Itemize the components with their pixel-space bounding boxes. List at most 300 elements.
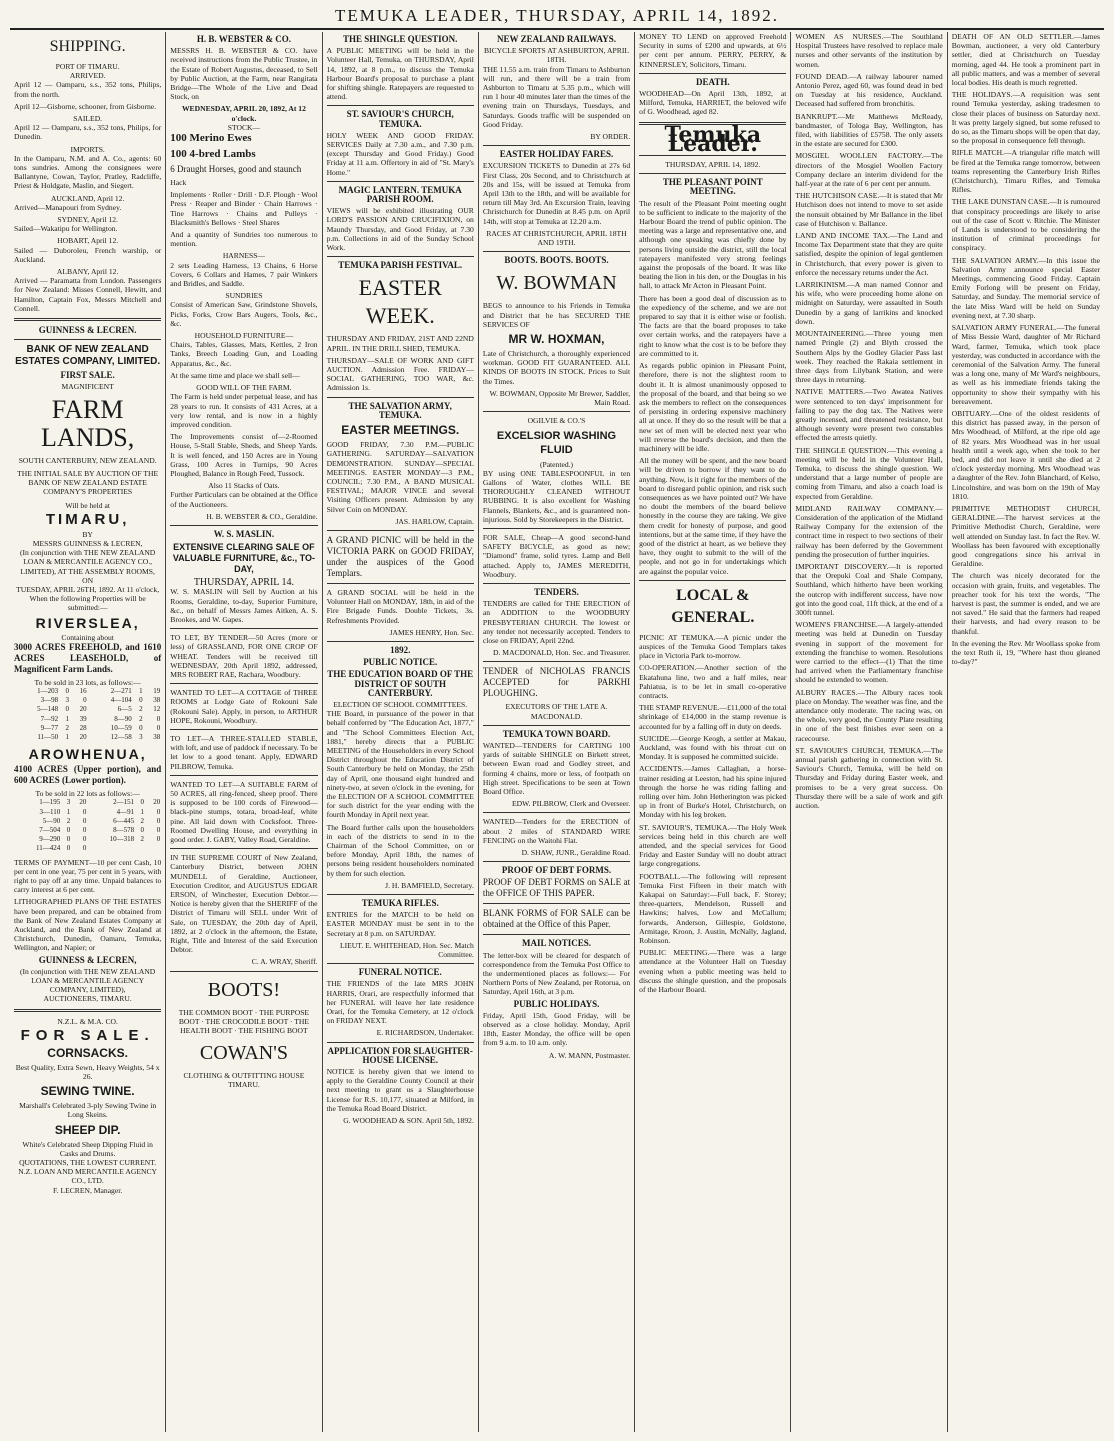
oats-note: Also 11 Stacks of Oats. xyxy=(208,481,280,491)
notice-text: HOLY WEEK AND GOOD FRIDAY. SERVICES Daily at 7.30 a.m., and 7.30 p.m. (except Thursday and Good Friday.) Good Friday at 11 a.m. Offertory in aid of "St. Mary's Home." xyxy=(326,130,474,177)
dip-heading: SHEEP DIP. xyxy=(54,1122,121,1137)
lot-cell: 2 xyxy=(140,816,145,825)
paper-date: THURSDAY, APRIL 14, 1892. xyxy=(665,160,761,170)
news-item: WOMEN'S FRANCHISE.—A largely-attended meeting was held at Dunedin on Tuesday evening in support of the movement for extending the franchise to women. Resolutions were carried to the effect—(1) That the time had arrived when the Parliamentary franchise should be extended to women. xyxy=(795,620,943,685)
lot-cell: 38 xyxy=(153,696,161,705)
lot-row xyxy=(14,798,161,807)
notice-text: WANTED—TENDERS for CARTING 100 yards of suitable SHINGLE on Birkett street, between Ewan road and Godley street, and forming 4 chains, more or less, of footpath on High street. Specifications to be seen at Town Board Office. xyxy=(482,740,631,796)
column-7 xyxy=(948,32,1104,1432)
lot-cell: 1 xyxy=(65,732,69,741)
lot-cell: 0 xyxy=(139,723,143,732)
sale-intro: THE INITIAL SALE BY AUCTION OF THE BANK OF NEW ZEALAND ESTATE COMPANY'S PROPERTIES xyxy=(17,468,159,497)
for-sale-ad: FOR SALE, Cheap—A good second-hand SAFETY BICYCLE, as good as new; "Diamond" frame, solid tyres. Lamp and Bell attached. Apply to, JAMES MEREDITH, Woodbury. xyxy=(482,532,631,579)
divider xyxy=(483,528,630,529)
dateline: SYDNEY, April 12. xyxy=(57,215,118,225)
sundries-note: And a quantity of Sundries too numerous to mention. xyxy=(170,230,318,249)
notice-text: BY using ONE TABLESPOONFUL in ten Gallons of Water, clothes WILL BE THOROUGHLY CLEANED WITHOUT RUBBING. It is also excellent for Washing Flannels, Blankets, &c., and is guaranteed non-injurious. Sold by Storekeepers in the District. xyxy=(482,468,631,524)
masthead-rule xyxy=(10,28,1104,30)
news-item: SUICIDE.—George Keogh, a settler at Makau, Auckland, was found with his throat cut on Monday. It is supposed he committed suicide. xyxy=(639,733,787,762)
shipping-item: Sailed — Duboroleu, French warship, or Auckland. xyxy=(14,245,162,264)
bowman-heading: W. BOWMAN xyxy=(496,272,617,295)
lot-cell: 0 xyxy=(66,825,71,834)
tolet-ad: TO LET, BY TENDER—50 Acres (more or less) of GRASSLAND, FOR ONE CROP OF WHEAT. Tenders will be received till WEDNESDAY, 20th April 1892, addressed, MRS ROBERT RAE, Rachara, Woodbury. xyxy=(170,633,318,679)
news-item: ST. SAVIOUR'S CHURCH, TEMUKA.—The annual parish gathering in connection with St. Saviour's Church, Temuka, will be held on Thursday and Friday during Easter week, and promises to be a very great success. On Thursday there will be a sale of work and gift auction. xyxy=(795,745,943,811)
lot-cell: 0 xyxy=(139,696,143,705)
sailed-label: SAILED. xyxy=(73,114,103,124)
lot-cell: 0 xyxy=(156,835,161,844)
lot-cell: 7—92 xyxy=(40,714,59,723)
lot-cell: 1 xyxy=(139,686,143,695)
signature: H. B. WEBSTER & CO., Geraldine. xyxy=(206,511,318,521)
lot-cell: 19 xyxy=(153,686,161,695)
lot-cell: 0 xyxy=(83,696,87,705)
sailed-item: April 12 — Oamparu, s.s., 352 tons, Philips, for Dunedin. xyxy=(14,123,162,142)
news-item: OBITUARY.—One of the oldest residents of this district has passed away, in the person of Mrs Woodhead, of Milford, at the ripe old age of 82 years. Mrs Woodhead was in her usual health until a week ago, when she took to her bed, and did not leave it until she died at 2 o'clock yesterday morning. Mrs Woodhead was a daughter of the Rev. John Blanchard, of Kelso, Lincolnshire, and was born on the 19th of May 1810. xyxy=(951,408,1100,501)
lot-cell: 8—90 xyxy=(114,714,132,723)
notice-text: TENDERS are called for THE ERECTION of an ADDITION to the WOODBURY PRESBYTERIAN CHURCH. The lowest or any tender not necessarily accepted. Tenders to close on FRIDAY, April 22nd. xyxy=(482,599,631,645)
divider xyxy=(483,725,630,726)
lot-cell: 0 xyxy=(65,705,69,714)
notice-text: THURSDAY—SALE OF WORK AND GIFT AUCTION. Admission Free. FRIDAY—SOCIAL GATHERING, TOO WAR, &c. Admission 1s. xyxy=(326,355,474,393)
sundries-list: Consist of American Saw, Grindstone Shovels, Picks, Forks, Crow Bars Augers, Tools, &c., &c. xyxy=(170,300,318,328)
notice-heading: ST. SAVIOUR'S CHURCH, TEMUKA. xyxy=(346,109,454,129)
news-item: MIDLAND RAILWAY COMPANY.—Consideration of the application of the Midland Railway Company for the extension of the contract time in respect to two sections of their railway has been deferred by the Government pending the prosecution of further inquiries. xyxy=(795,503,943,559)
arrival-item: April 12—Gisborne, schooner, from Gisborne. xyxy=(14,101,157,111)
washing-fluid-heading: EXCELSIOR WASHING FLUID xyxy=(496,429,617,456)
lot-cell: 2—271 xyxy=(110,686,132,695)
notice-heading: EASTER HOLIDAY FARES. xyxy=(499,149,614,160)
lot-row xyxy=(14,733,161,742)
lot-row xyxy=(14,817,161,826)
lot-cell: 3 xyxy=(65,696,69,705)
hoxman-name: MR W. HOXMAN, xyxy=(508,332,605,347)
divider xyxy=(327,1042,474,1043)
divider xyxy=(483,861,630,862)
leader-paragraph: As regards public opinion in Pleasant Point, therefore, there is not the slightest room to doubt it. It is almost unanimously opposed to the proposal of the board, and that being so we ask the members to reflect on the consequences of persisting in ordering expensive machinery all at once. If they do so the result will be that a new set of men will be elected next year who will reverse the board's decision, and then the machinery will be idle. xyxy=(639,361,787,453)
lot-row xyxy=(14,844,161,853)
stock-item: 6 Draught Horses, good and staunch xyxy=(170,164,302,175)
notice-text: The letter-box will be cleared for despatch of correspondence from the Temuka Post Office to the undermentioned places as follows:— For Northern Ports of New Zealand, per Rotorua, on Saturday, April 16th, at 3 p.m. xyxy=(482,950,631,997)
news-item: PUBLIC MEETING.—There was a large attendance at the Volunteer Hall on Tuesday evening when a public meeting was held to discuss the shingle question, and the proposals of the Harbour Board. xyxy=(639,948,787,995)
notice-text: The Board further calls upon the householders in each of the districts to send in to the Chairman of the School Committee, on or before Monday, April 18th, the names of persons being resident householders nominated by them for such election. xyxy=(326,822,474,878)
lot-row xyxy=(14,705,161,714)
social-notice: A GRAND SOCIAL will be held in the Volunteer Hall on MONDAY, 18th, in aid of the Fire Brigade Funds. Double Tickets, 3s. Refreshments Provided. xyxy=(326,587,474,625)
divider xyxy=(14,1009,161,1012)
auctioneers-label: AUCTIONEERS, TIMARU. xyxy=(43,994,132,1004)
money-ad: MONEY TO LEND on approved Freehold Security in sums of £200 and upwards, at 6½ per cent per annum. PERRY, PERRY, & KINNERSLEY, Solicitors, Timaru. xyxy=(639,32,787,69)
conjunction-note: (In conjunction with THE NEW ZEALAND LOAN & MERCANTILE AGENCY CO., LIMITED), AT THE ASSEMBLY ROOMS, ON xyxy=(19,548,156,585)
divider xyxy=(483,661,630,662)
auction-date: WEDNESDAY, APRIL 20, 1892, At 12 o'clock. xyxy=(181,104,306,123)
divider xyxy=(327,894,474,895)
goodwill-label: GOOD WILL OF THE FARM. xyxy=(196,383,292,393)
advertiser-name: W. S. MASLIN. xyxy=(213,528,275,539)
column-1 xyxy=(10,32,166,1432)
location-label: SOUTH CANTERBURY, NEW ZEALAND. xyxy=(18,455,157,465)
lot-row xyxy=(14,835,161,844)
leader-paragraph: All the money will be spent, and the new board will be driven to borrow if they want to do anything. Now, is it right for the members of the board to disregard public opinion, and risk such consequences as we have pointed out? We have no doubt the members of the board believe honestly in the course they are taking. We give them credit for honesty of purpose, and good intentions, but at the same time, if they have the good of the district at heart, as we believe they have, they ought to submit to the will of the people, and not go in for undertakings which are against the popular voice. xyxy=(639,456,787,576)
news-item: RIFLE MATCH.—A triangular rifle match will be fired at the Temuka range tomorrow, between teams representing the Canterbury Irish Rifles (Christchurch), Timaru Rifles, and Temuka Rifles. xyxy=(951,148,1100,195)
news-item: NATIVE MATTERS.—Two Awatea Natives were sentenced to ten days' imprisonment for failing to pay the dog tax. The Natives were greatly incensed, and threatened resistance, but although seventy were present two constables effected the arrests quietly. xyxy=(795,387,943,443)
lot-cell: 1 xyxy=(65,714,69,723)
lot-cell: 3 xyxy=(139,732,143,741)
news-item: LARRIKINISM.—A man named Connor and his wife, who were proceeding home alone on midnight on Saturday, were assaulted in South Dunedin by a gang of larrikins and knocked down. xyxy=(795,280,943,326)
lots-note: To be sold in 22 lots as follows:— xyxy=(35,789,140,799)
notice-text: VIEWS will be exhibited illustrating OUR LORD'S PASSION AND CRUCIFIXION, on Maundy Thursday, and Good Friday, at 7.30 p.m. Collections in aid of the Sunday School Work. xyxy=(326,206,474,253)
divider xyxy=(327,397,474,398)
signature: G. WOODHEAD & SON. April 5th, 1892. xyxy=(343,1116,474,1126)
signature: D. SHAW, JUNR., Geraldine Road. xyxy=(521,848,631,857)
magnificent-label: MAGNIFICENT xyxy=(61,382,114,392)
lot-cell: 4—91 xyxy=(116,807,135,816)
signature: EDW. PILBROW, Clerk and Overseer. xyxy=(511,799,631,809)
leader-paragraph: The result of the Pleasant Point meeting ought to be sufficient to indicate to the majority of the Harbour Board the trend of public opinion. The meeting was a large and representative one, and although one speaking was chiefly done by persons living outside the district, still the local ratepayers manifested very strong feelings against the proposals of the board. It was like beating the lion in his den, or the Douglas in his hall, to attack Mr Acton in Pleasant Point. xyxy=(639,198,787,291)
same-time-note: At the same time and place we shall sell— xyxy=(170,370,300,380)
lot-cell: 20 xyxy=(79,798,87,807)
signature: E. RICHARDSON, Undertaker. xyxy=(376,1028,474,1038)
lot-cell: 7—504 xyxy=(39,825,61,834)
ogilvie-label: OGILVIE & CO.'S xyxy=(527,416,586,426)
lot-cell: 39 xyxy=(79,714,87,723)
notice-heading: TENDERS. xyxy=(534,586,579,597)
news-item: The church was nicely decorated for the occasion with grain, fruits, and vegetables. The preacher took for his text the words, "The harvest is past, the summer is ended, and we are not saved." He said that the farmers had reaped their harvests, and had every reason to be thankful. xyxy=(951,571,1100,636)
notice-text: THE FRIENDS of the late MRS JOHN HARRIS, Orari, are respectfully informed that her FUNERAL will leave her late residence Orari, for the Temuka Cemetery, at 12 o'clock on FRIDAY NEXT. xyxy=(326,979,474,1026)
lot-cell: 20 xyxy=(153,798,161,807)
notice-text: EXCURSION TICKETS to Dunedin at 27s 6d First Class, 20s Second, and to Christchurch at 20s and 15s, will be issued at Temuka from April 13th to the 18th, and will be available for return till May 3rd. An Excursion Train, leaving Christchurch for Dunedin at 8.45 p.m. on April 14th, will stop at Temuka at 12.20 a.m. xyxy=(482,161,631,226)
notice-heading: MAIL NOTICES. xyxy=(521,938,591,949)
boots-heading: BOOTS! xyxy=(207,978,281,1001)
divider xyxy=(483,812,630,813)
containing-label: Containing about xyxy=(61,632,114,642)
maslin-ad: W. S. MASLIN will Sell by Auction at his Rooms, Geraldine, to-day, Superior Furniture, &c., on behalf of Messrs James Aitken, A. S. Brookes, and W. Gapes. xyxy=(170,587,318,624)
signature: JAMES HENRY, Hon. Sec. xyxy=(389,627,474,637)
news-item: THE SHINGLE QUESTION.—This evening a meeting will be held in the Volunteer Hall, Temuka, to discuss the shingle question. We understand that a large number of people are coming from Timaru, and also a coach load is expected from Geraldine. xyxy=(795,445,943,501)
notice-heading: THE EDUCATION BOARD OF THE DISTRICT OF SOUTH CANTERBURY. xyxy=(327,669,474,698)
divider xyxy=(483,251,630,252)
news-item: FOOTBALL.—The following will represent Temuka First Fifteen in their match with Kakapai on Saturday:—Full back, F. Storey; three-quarters, Mendelson, Russell and Hawkins; halves, Low and McCallum; forwards, Anderson, Gillespie, Goldstone, Armitage, Kroon, J. Austin, McNally, Jagland, Robinson. xyxy=(639,871,787,946)
lot-cell: 9—290 xyxy=(39,835,61,844)
lot-cell: 20 xyxy=(79,705,87,714)
news-item: PRIMITIVE METHODIST CHURCH, GERALDINE.—The harvest services at the Primitive Methodist Church, Geraldine, were well attended on Sunday last. In fact the Rev. W. Woollass has been favoured with exceptionally good congregations since his arrival in Geraldine. xyxy=(951,503,1100,569)
cowan-detail: CLOTHING & OUTFITTING HOUSE TIMARU. xyxy=(183,1071,305,1090)
death-heading: DEATH. xyxy=(695,76,730,87)
notice-heading: PROOF OF DEBT FORMS. xyxy=(501,865,612,876)
lot-cell: 0 xyxy=(82,835,87,844)
divider xyxy=(639,73,786,74)
divider xyxy=(170,525,317,526)
signature: D. MACDONALD, Hon. Sec. and Treasurer. xyxy=(493,648,631,658)
dateline: AUCKLAND, April 12. xyxy=(50,193,125,203)
notice-text: BEGS to announce to his Friends in Temuka and District that he has SECURED THE SERVICES OF xyxy=(482,301,631,329)
sundries-label: SUNDRIES xyxy=(225,291,263,301)
column-4 xyxy=(479,32,635,1432)
lot-cell: 8—578 xyxy=(113,825,135,834)
leader-paragraph: There has been a good deal of discussion as to the expediency of the scheme, and we are not prepared to say that it is either wise or foolish. The facts are that the board proposes to take over certain works, and the ratepayers have a right to know what the cost is to be before they are committed to it. xyxy=(639,293,787,358)
lot-cell: 3—98 xyxy=(40,696,59,705)
notice-text: A PUBLIC MEETING will be held in the Volunteer Hall, Temuka, on THURSDAY, April 14, 1892, at 8 p.m., to discuss the Temuka Harbour Board's proposal to purchase a plant for shifting shingle. Ratepayers are requested to attend. xyxy=(326,46,474,102)
signature: JAS. HARLOW, Captain. xyxy=(395,516,474,526)
goodwill-text: The Farm is held under perpetual lease, and has 28 years to run. It consists of 431 Acres, at a very low rental, and is now in a highly improved condition. xyxy=(170,392,318,429)
notice-subheading: RACES AT CHRISTCHURCH, APRIL 18TH AND 19TH. xyxy=(486,228,627,248)
patented-label: (Patented.) xyxy=(539,459,574,469)
properties-note: When the following Properties will be submitted:— xyxy=(29,594,146,613)
auction-intro: MESSRS H. B. WEBSTER & CO. have received instructions from the Public Trustee, in the Estate of Robert Augustus, deceased, to Sell by Public Auction, at the Farm, near Rangitata Bridge—The Whole of the Live and Dead Stock, on xyxy=(170,46,318,102)
cowan-heading: COWAN'S xyxy=(199,1042,288,1065)
lot-cell: 0 xyxy=(140,798,145,807)
lot-cell: 2 xyxy=(66,816,71,825)
year-heading: 1892. xyxy=(390,644,411,655)
lot-cell: 0 xyxy=(65,686,69,695)
lot-cell: 1—195 xyxy=(39,798,61,807)
news-item: THE LAKE DUNSTAN CASE.—It is rumoured that conspiracy proceedings are likely to arise out of the case of Scott v. Ritchie. The Minister of Lands is understood to be considering the institution of criminal proceedings for conspiracy. xyxy=(951,197,1101,253)
lot-cell: 2 xyxy=(139,714,143,723)
news-item: BANKRUPT.—Mr Matthews McReady, bandmaster, of Tologa Bay, Wellington, has filed, with liabilities of £5758. The only assets in the estate are secured for £300. xyxy=(795,111,943,149)
notice-heading: TEMUKA TOWN BOARD. xyxy=(502,728,611,739)
notice-text: GOOD FRIDAY, 7.30 P.M.—PUBLIC GATHERING. SATURDAY—SALVATION DEMONSTRATION. SUNDAY—SPECIAL MEETINGS. EASTER MONDAY—3 P.M., COUNCIL; 7.30 P.M., A BAND MUSICAL FESTIVAL; MAJOR VINCE and several Visiting Officers present. Admission by any Silver Coin on MONDAY. xyxy=(326,440,474,514)
lot-row xyxy=(14,808,161,817)
twine-detail: Marshall's Celebrated 3-ply Sewing Twine in Long Skeins. xyxy=(19,1101,157,1120)
divider xyxy=(483,411,630,412)
news-item: ST. SAVIOUR'S, TEMUKA.—The Holy Week services being held in this church are well attended, and the special services for Good Friday and Easter Sunday will no doubt attract large congregations. xyxy=(639,822,787,869)
notice-heading: THE SHINGLE QUESTION. xyxy=(343,34,458,44)
news-item: MOUNTAINEERING.—Three young men named Pringle (2) and Blyth crossed the Southern Alps by the Godley Glacier Pass last week. They reached the Rakaia settlement in three days from Lilybank Station, and were three days in returning. xyxy=(795,329,943,385)
paper-title: Temuka Leader. xyxy=(664,121,762,157)
lot-cell: 0 xyxy=(66,835,71,844)
divider xyxy=(327,256,474,257)
dip-detail: White's Celebrated Sheep Dipping Fluid in Casks and Drums. xyxy=(22,1139,153,1158)
cornsacks-detail: Best Quality, Extra Sewn, Heavy Weights, 54 x 26. xyxy=(15,1062,160,1082)
sale-date: TUESDAY, APRIL 26TH, 1892. At 11 o'clock, xyxy=(16,584,160,594)
column-6 xyxy=(791,32,947,1432)
notice-heading: PUBLIC NOTICE. xyxy=(363,657,438,668)
lot-cell: 38 xyxy=(153,732,161,741)
notice-text: THE 11.55 a.m. train from Timaru to Ashburton will run, and there will be a train from Ashburton to Timaru at 5.35 p.m., which will run 1 hour 40 minutes later than the times of the evening train on Thursdays, Tuesdays, and Saturdays. Goods traffic will be suspended on Good Friday. xyxy=(482,64,631,129)
imports-label: IMPORTS. xyxy=(70,144,105,154)
lot-cell: 16 xyxy=(79,686,87,695)
lot-cell: 1—203 xyxy=(37,686,59,695)
lot-cell: 2 xyxy=(139,705,143,714)
notice-subheading: EXECUTORS OF THE LATE A. MACDONALD. xyxy=(505,702,608,721)
leader-title: THE PLEASANT POINT MEETING. xyxy=(662,177,763,197)
notice-text: THE Board, in pursuance of the power in that behalf conferred by "The Education Act, 1877," and "The School Committees Election Act, 1881," hereby directs that a PUBLIC MEETING of the Householders in every School District throughout the Education District of South Canterbury be held on Monday, the 25th day of April, one thousand eight hundred and ninety-two, at seven o'clock in the evening, for the ELECTION OF A SCHOOL COMMITTEE for such district for the year ending with the fourth Monday in April next year. xyxy=(326,709,474,820)
twine-heading: SEWING TWINE. xyxy=(40,1084,135,1099)
harness-list: 2 sets Leading Harness, 13 Chains, 6 Horse Covers, 6 Collars and Hames, 7 pair Winkers and Bridles, and Saddle. xyxy=(170,260,318,289)
notice-subheading: ELECTION OF SCHOOL COMMITTEES. xyxy=(333,699,468,709)
stock-item: Hack xyxy=(170,178,187,188)
nzl-company: N.Z. LOAN AND MERCANTILE AGENCY CO., LTD. xyxy=(18,1167,158,1186)
shipping-item: Arrived—Manapouri from Sydney. xyxy=(14,202,122,212)
port-heading: PORT OF TIMARU. xyxy=(55,62,120,71)
lot-cell: 5—90 xyxy=(42,816,61,825)
shipping-item: Arrived — Paramatta from London. Passengers for New Zealand: Misses Connell, Hewitt, and Hamilton, Captain Fox, Messrs Mitchell and Connell. xyxy=(14,276,162,313)
divider xyxy=(170,848,317,849)
lots-table-arowhenua xyxy=(14,798,161,853)
news-item: WOMEN AS NURSES.—The Southland Hospital Trustees have resolved to replace male nurses and other servants of the institution by women. xyxy=(795,32,943,69)
lots-table-riversea xyxy=(14,687,161,742)
lot-cell: 11—424 xyxy=(36,844,61,853)
divider xyxy=(14,318,161,321)
news-item: SALVATION ARMY FUNERAL.—The funeral of Miss Bessie Ward, daughter of Mr Richard Ward, farmer, Temuka, which took place yesterday, was conducted in accordance with the ceremonial of the Salvation Army. The funeral was a long one, many of Mr Ward's neighbours, as well as his immediate friends taking the opportunity to show their sympathy with his bereavement. xyxy=(951,323,1100,406)
divider xyxy=(483,903,630,904)
news-item: MOSGIEL WOOLLEN FACTORY.—The directors of the Mosgiel Woollen Factory Company declare an interim dividend for the half-year at the rate of 6 per cent per annum. xyxy=(795,151,943,189)
divider xyxy=(639,580,786,581)
lot-cell: 0 xyxy=(82,807,87,816)
divider xyxy=(14,339,161,340)
lot-cell: 6—5 xyxy=(117,705,132,714)
news-item: FOUND DEAD.—A railway labourer named Antonio Perez, aged 60, was found dead in bed on Tuesday at his residence, Auckland. Deceased had suffered from bronchitis. xyxy=(795,71,943,109)
acreage-arowhenua: 4100 ACRES (Upper portion), and 600 ACRES (Lower portion). xyxy=(14,764,162,786)
signature: BY ORDER. xyxy=(590,132,631,142)
payment-terms: TERMS OF PAYMENT—10 per cent Cash, 10 per cent in one year, 75 per cent in 5 years, with right to pay off at any time. Unpaid balances to carry interest at 6 per cent. xyxy=(14,857,162,895)
lot-cell: 2 xyxy=(140,835,145,844)
notice-heading: MAGIC LANTERN. TEMUKA PARISH ROOM. xyxy=(338,184,462,205)
divider xyxy=(327,583,474,584)
notice-text: WANTED—Tenders for the ERECTION of about 2 miles of STANDARD WIRE FENCING on the Waitohi Flat. xyxy=(482,817,631,845)
notice-text: NOTICE is hereby given that we intend to apply to the Geraldine County Council at their next meeting to grant us a Slaughterhouse License for R.S. 10,177, situated at Milford, in the Temuka Road Board District. xyxy=(326,1067,474,1113)
household-label: HOUSEHOLD FURNITURE— xyxy=(194,331,294,341)
news-item: IMPORTANT DISCOVERY.—It is reported that the Orepuki Coal and Shale Company, Southland, which hitherto have been working the outcrop with indifferent success, have now got into the good coal, 11ft thick, at the end of a 300ft tunnel. xyxy=(795,561,943,617)
divider xyxy=(170,628,317,629)
stock-label: STOCK— xyxy=(227,122,261,132)
clearing-sale-heading: EXTENSIVE CLEARING SALE OF VALUABLE FURNITURE, &c., TO-DAY, xyxy=(172,542,315,575)
first-sale: FIRST SALE. xyxy=(60,370,115,381)
lot-cell: 0 xyxy=(82,844,87,853)
lot-cell: 9—77 xyxy=(40,723,59,732)
divider xyxy=(483,145,630,146)
notice-text: ENTRIES for the MATCH to be held on EASTER MONDAY must be sent in to the Secretary at 8 p.m. on SATURDAY. xyxy=(326,910,474,938)
notice-text: TENDER of NICHOLAS FRANCIS ACCEPTED for PARKHI PLOUGHING. xyxy=(482,666,631,699)
lot-cell: 12—58 xyxy=(110,732,132,741)
lot-row xyxy=(14,687,161,696)
local-general-heading: LOCAL & GENERAL. xyxy=(671,586,755,626)
lot-cell: 3—110 xyxy=(39,807,61,816)
lot-row xyxy=(14,724,161,733)
wanted-ad: WANTED TO LET—A COTTAGE of THREE ROOMS at Lodge Gate of Rokouni Sale (Rokouni Sale). Apply, in person, to ARTHUR HOPE, Rokouni, Woodbury. xyxy=(170,688,318,725)
improvements-text: The Improvements consist of—2-Roomed House, 5-Stall Stable, Sheds, and Sheep Yards. It is well fenced, and 150 Acres are in Young Grass, 100 Acres in Turnips, 90 Acres Ploughed, Balance in Rough Feed, Tussock. xyxy=(170,432,318,478)
arrived-label: ARRIVED. xyxy=(69,71,106,81)
signature: A. W. MANN, Postmaster. xyxy=(548,1050,631,1060)
news-item: THE SALVATION ARMY.—In this issue the Salvation Army announce special Easter Meetings, commencing Good Friday. Captain Emily Forlong will be present on Friday, Saturday, and Sunday. The memorial service of the late Miss Ward will be held on Sunday evening next, at 7.30 sharp. xyxy=(951,255,1100,320)
conjunction-note: (In conjunction with THE NEW ZEALAND LOAN & MERCANTILE AGENCY COMPANY, LIMITED), xyxy=(19,966,156,995)
lot-cell: 1 xyxy=(140,807,145,816)
masthead: TEMUKA LEADER, THURSDAY, APRIL 14, 1892. xyxy=(334,6,780,25)
plans-note: LITHOGRAPHED PLANS OF THE ESTATES have been prepared, and can be obtained from the Bank of New Zealand Estates Company at Auckland, and the Bank of New Zealand at Christchurch, Dunedin, Oamaru, Temuka, Wellington, and Napier; or xyxy=(14,897,162,953)
lot-cell: 0 xyxy=(156,825,161,834)
death-notice: WOODHEAD—On April 13th, 1892, at Milford, Temuka, HARRIET, the beloved wife of G. Woodhead, aged 82. xyxy=(639,89,787,117)
lot-cell: 5—148 xyxy=(37,705,59,714)
lot-cell: 0 xyxy=(82,816,87,825)
news-item: ALBURY RACES.—The Albury races took place on Monday. The weather was fine, and the attendance only moderate. The racing was, on the whole, very good, the County Plate resulting in one of the best finishes ever seen on a racecourse. xyxy=(795,687,943,743)
divider xyxy=(639,173,786,174)
lot-cell xyxy=(87,844,135,853)
cornsacks-heading: CORNSACKS. xyxy=(47,1045,128,1060)
nzl-heading: N.Z.L. & M.A. CO. xyxy=(57,1016,118,1026)
lot-cell: 0 xyxy=(140,825,145,834)
divider xyxy=(483,934,630,935)
lot-cell: 0 xyxy=(156,714,161,723)
column-2 xyxy=(166,32,322,1432)
notice-heading: APPLICATION FOR SLAUGHTER-HOUSE LICENSE. xyxy=(327,1045,473,1065)
news-item: THE STAMP REVENUE.—£11,000 of the total shrinkage of £14,000 in the stamp revenue is accounted for by a falling off in duty on deeds. xyxy=(639,703,787,731)
auctioneers-name: MESSRS GUINNESS & LECREN, xyxy=(32,538,143,548)
shipping-heading: SHIPPING. xyxy=(49,38,126,55)
lot-cell: 1 xyxy=(66,807,71,816)
by-label: BY xyxy=(82,529,93,539)
implements-list: Implements · Roller · Drill · D.F. Plough · Wool Press · Reaper and Binder · Chain Harrows · Tine Harrows · Chains and Pulleys · Blacksmith's Bellows · Steel Shares xyxy=(170,190,318,227)
notice-text: PROOF OF DEBT FORMS on SALE at the OFFICE OF THIS PAPER. xyxy=(482,877,631,899)
news-item: ACCIDENTS.—James Callaghan, a horse-trainer residing at Leeston, had his spine injured through the horse he was riding falling and rolling over him. John Hetherington was picked up in front of Burke's Hotel, Christchurch, on Monday with his leg broken. xyxy=(639,764,787,820)
divider xyxy=(327,105,474,106)
divider xyxy=(483,583,630,584)
column-5 xyxy=(635,32,791,1432)
notice-heading: PUBLIC HOLIDAYS. xyxy=(513,998,600,1009)
imports-item: In the Oamparu, N.M. and A. Co., agents: 60 tons sundries. Among the consignees were Ballantyne, Cowan, Taylor, Pratley, Radcliffe, Priest & Holdgate, Maslin, and Siegert. xyxy=(14,153,162,191)
sale-day: THURSDAY, APRIL 14. xyxy=(193,577,295,589)
divider xyxy=(170,775,317,776)
divider xyxy=(170,971,317,972)
lot-cell: 0 xyxy=(66,844,71,853)
news-item: THE HOLIDAYS.—A requisition was sent round Temuka yesterday, asking tradesmen to close their places of business on Saturday next. It was pretty largely signed, but some refused to do so, as the Timaru shops will be open that day, so the proposal in consequence fell through. xyxy=(951,90,1100,146)
acreage-riversea: 3000 ACRES FREEHOLD, and 1610 ACRES LEASEHOLD, of Magnificent Farm Lands. xyxy=(14,641,162,674)
columns xyxy=(10,32,1104,1432)
lot-row xyxy=(14,696,161,705)
divider xyxy=(327,641,474,642)
court-notice: IN THE SUPREME COURT of New Zealand, Canterbury District, between JOHN MUNDELL of Geraldine, Auctioneer, Execution Creditor, and AUGUSTUS EDGAR ERSON, of Winchester, Execution Debtor.—Notice is hereby given that the SHERIFF of the District of Timaru will SELL under Writ of Sale, on TUESDAY, the 20th day of April, 1892, at 2 o'clock in the afternoon, the Estate, Right, Title and Interest of the said Execution Debtor. xyxy=(170,853,318,955)
lots-note: To be sold in 23 lots, as follows:— xyxy=(34,677,141,687)
picnic-notice: A GRAND PICNIC will be held in the VICTORIA PARK on GOOD FRIDAY, under the auspices of the Good Templars. xyxy=(326,534,474,578)
lot-cell: 20 xyxy=(79,732,87,741)
arowhenua-heading: AROWHENUA, xyxy=(28,746,147,763)
easter-week-heading: EASTER WEEK. xyxy=(358,275,442,329)
dateline: HOBART, April 12. xyxy=(57,236,119,246)
lot-cell: 0 xyxy=(156,816,161,825)
wanted-ad: WANTED TO LET—A SUITABLE FARM of 50 ACRES, all ring-fenced, sheep proof. There is supposed to be 100 cords of Firewood—black-pine stumps, totara, broad-leaf, white pine. All laid down with Cocksfoot. Three-Roomed Dwelling House, and everything in good order. J. GABY, Valley Road, Geraldine. xyxy=(170,779,318,845)
easter-meetings-heading: EASTER MEETINGS. xyxy=(341,423,460,438)
notice-text: Friday, April 15th, Good Friday, will be observed as a close holiday. Monday, April 18th, Easter Monday, the office will be open from 9 a.m. to 10 a.m. only. xyxy=(482,1010,631,1048)
lot-cell: 2—151 xyxy=(113,798,135,807)
lot-row xyxy=(14,715,161,724)
stock-item: 100 Merino Ewes xyxy=(170,132,252,145)
timaru-heading: TIMARU, xyxy=(45,510,130,528)
notice-heading: TEMUKA PARISH FESTIVAL. xyxy=(338,260,463,271)
notice-subheading: BICYCLE SPORTS AT ASHBURTON, APRIL 18TH. xyxy=(483,46,629,65)
lot-cell: 3 xyxy=(66,798,71,807)
lot-cell: 10—59 xyxy=(110,723,132,732)
signature: W. BOWMAN, Opposite Mr Brewer, Saddler, Main Road. xyxy=(489,388,631,408)
advertiser-name: GUINNESS & LECREN, xyxy=(38,954,137,965)
notice-text: Late of Christchurch, a thoroughly experienced workman. GOOD FIT GUARANTEED. ALL KINDS OF BOOTS IN STOCK. Prices to Suit the Times. xyxy=(482,349,631,386)
news-item: PICNIC AT TEMUKA.—A picnic under the auspices of the Temuka Good Templars takes place in Victoria Park to-morrow. xyxy=(639,632,787,661)
news-item: CO-OPERATION.—Another section of the Ekatahuna line, two and a half miles, near Pahiatua, is to be let in small co-operative contracts. xyxy=(639,663,787,700)
lot-cell: 0 xyxy=(156,723,161,732)
lot-cell: 10—318 xyxy=(109,835,135,844)
harness-label: HARNESS— xyxy=(222,251,266,261)
news-item: THE HUTCHISON CASE.—It is stated that Mr Hutchison does not intend to move to set aside the nonsuit obtained by Mr Ballance in the libel case of Hutchison v. Ballance. xyxy=(795,191,943,228)
stock-item: 100 4-bred Lambs xyxy=(170,148,256,161)
signature: C. A. WRAY, Sheriff. xyxy=(251,957,318,967)
lot-cell: 11—50 xyxy=(37,732,59,741)
divider xyxy=(327,963,474,964)
lot-cell: 0 xyxy=(156,807,161,816)
signature: J. H. BAMFIELD, Secretary. xyxy=(385,880,474,890)
notice-heading: FUNERAL NOTICE. xyxy=(358,967,442,978)
news-item: In the evening the Rev. Mr Woollass spoke from the text Ruth ii, 19, "Where hast thou gleaned to-day?" xyxy=(951,638,1100,667)
notice-heading: BOOTS. BOOTS. BOOTS. xyxy=(504,255,609,266)
bank-heading: BANK OF NEW ZEALAND ESTATES COMPANY, LIMITED. xyxy=(15,344,161,368)
quotations: QUOTATIONS, THE LOWEST CURRENT. xyxy=(19,1158,157,1168)
advertiser-name: GUINNESS & LECREN. xyxy=(38,325,137,336)
lot-cell: 28 xyxy=(79,723,87,732)
